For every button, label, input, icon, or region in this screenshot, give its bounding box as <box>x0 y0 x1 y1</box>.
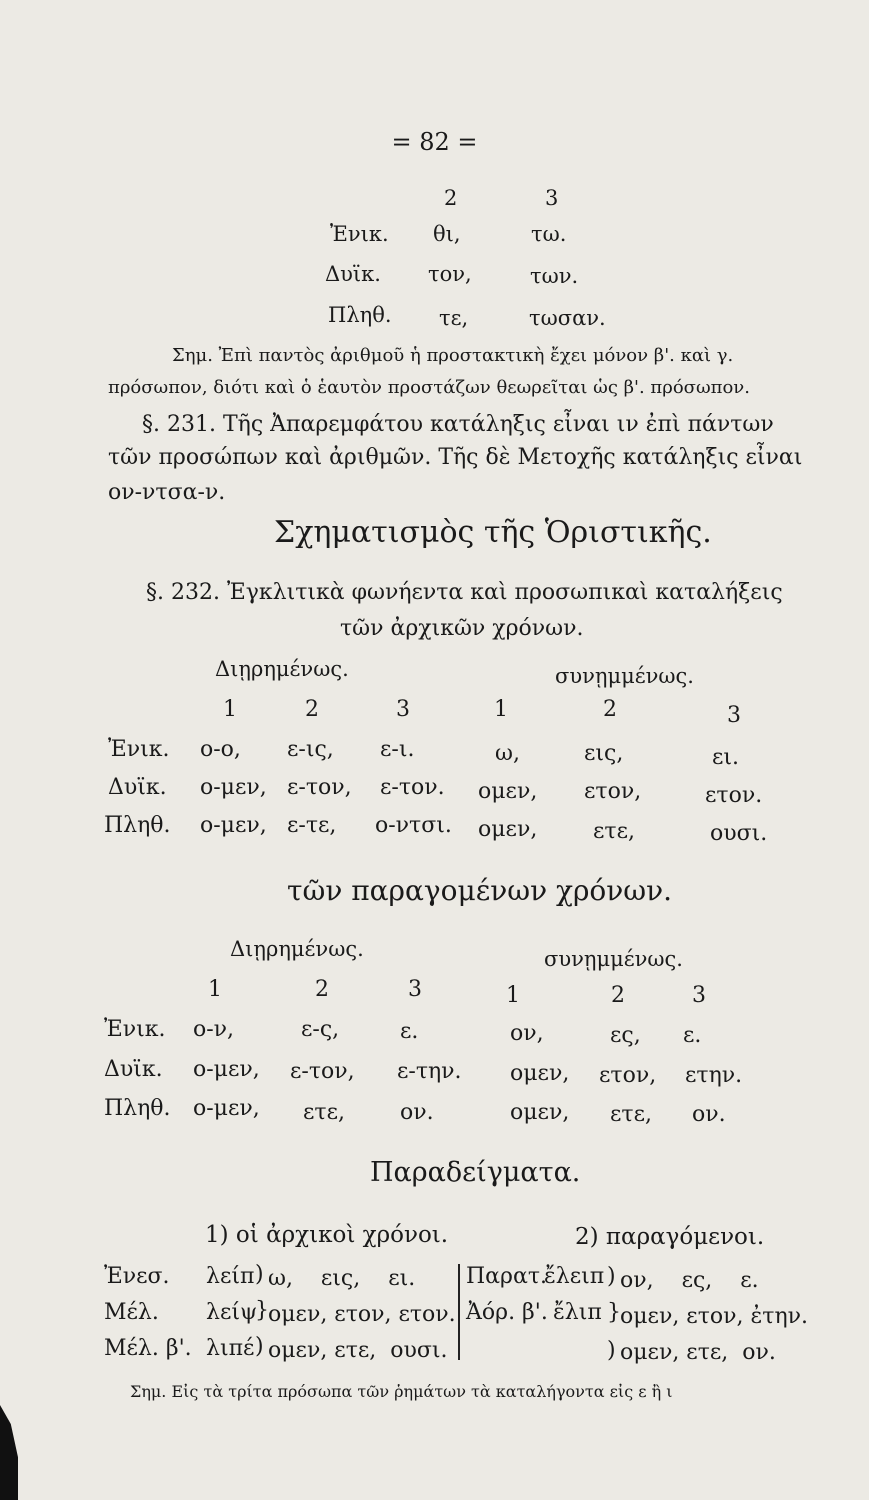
heading-examples: Παραδείγματα. <box>370 1157 581 1188</box>
brace-mark: ) <box>607 1338 616 1363</box>
ending-cell: ετον, <box>584 779 642 804</box>
label-separate: Διῃρημένως. <box>230 937 364 961</box>
imperative-cell: θι, <box>433 222 461 246</box>
ending-cell: ες, <box>610 1023 641 1048</box>
heading-derived: τῶν παραγομένων χρόνων. <box>287 874 673 907</box>
person-num: 2 <box>603 697 617 722</box>
note-line: πρόσωπον, διότι καὶ ὁ ἑαυτὸν προστάζων θεωρεῖται ὡς β'. πρόσωπον. <box>108 377 750 398</box>
ending-cell: ετον, <box>599 1063 657 1088</box>
ending-cell: ον. <box>692 1102 726 1127</box>
ending-cell: ε-τον. <box>380 775 445 800</box>
row-label-singular: Ἐνικ. <box>330 222 389 246</box>
scan-edge-shadow <box>0 1405 18 1500</box>
label-separate: Διῃρημένως. <box>215 657 349 681</box>
label-joined: συνῃμμένως. <box>555 664 694 688</box>
ending-cell: ομεν, <box>478 817 538 842</box>
person-num: 2 <box>611 983 625 1008</box>
person-num: 2 <box>305 697 319 722</box>
section-232-line: τῶν ἀρχικῶν χρόνων. <box>340 616 584 641</box>
person-num: 3 <box>692 983 706 1008</box>
row-label: Δυϊκ. <box>108 775 167 800</box>
ending-cell: ετην. <box>685 1063 743 1088</box>
heading-indicative: Σχηματισμὸς τῆς Ὁριστικῆς. <box>274 515 712 550</box>
footnote: Σημ. Εἰς τὰ τρίτα πρόσωπα τῶν ῥημάτων τὰ καταλήγοντα εἰς ε ἢ ι <box>130 1382 673 1401</box>
section-231-line: §. 231. Τῆς Ἀπαρεμφάτου κατάληξις εἶναι ιν ἐπὶ πάντων <box>142 412 774 437</box>
ending-cell: ο-μεν, <box>200 775 267 800</box>
ending-cell: ετε, <box>610 1102 652 1127</box>
imperative-cell: τωσαν. <box>529 306 606 330</box>
ending-cell: ον, <box>510 1021 544 1046</box>
row-label: Πληθ. <box>104 813 171 838</box>
imperative-cell: τε, <box>439 306 469 330</box>
ending-cell: εις, <box>584 741 624 766</box>
brace-mark: } <box>607 1300 621 1325</box>
imperative-cell: τον, <box>428 262 472 286</box>
person-num: 3 <box>396 697 410 722</box>
row-label-plural: Πληθ. <box>328 303 392 327</box>
ending-cell: ο-μεν, <box>200 813 267 838</box>
ending-cell: ε-τον, <box>287 775 352 800</box>
brace-mark: ) <box>255 1334 264 1359</box>
example-endings: ω, εις, ει. <box>268 1266 416 1291</box>
ending-cell: ομεν, <box>510 1061 570 1086</box>
imperative-cell: των. <box>530 264 579 288</box>
example-endings: ομεν, ετε, ουσι. <box>268 1338 448 1363</box>
examples-right-title: 2) παραγόμενοι. <box>575 1224 765 1250</box>
ending-cell: ε-τε, <box>287 813 337 838</box>
ending-cell: ετε, <box>303 1100 345 1125</box>
ending-cell: ε-τον, <box>290 1059 355 1084</box>
ending-cell: ομεν, <box>510 1100 570 1125</box>
brace-mark: } <box>255 1298 269 1323</box>
row-label: Ἐνικ. <box>108 737 170 762</box>
column-divider <box>458 1264 460 1360</box>
person-num: 3 <box>408 977 422 1002</box>
person-num: 1 <box>208 977 222 1002</box>
example-tense: Μέλ. β'. <box>104 1336 192 1361</box>
section-231-line: τῶν προσώπων καὶ ἀριθμῶν. Τῆς δὲ Μετοχῆς κατάληξις εἶναι <box>108 445 803 470</box>
ending-cell: ουσι. <box>710 821 768 846</box>
ending-cell: ο-ν, <box>193 1017 235 1042</box>
ending-cell: ετον. <box>705 783 763 808</box>
ending-cell: ομεν, <box>478 779 538 804</box>
ending-cell: ον. <box>400 1100 434 1125</box>
imperative-cell: τω. <box>531 222 567 246</box>
brace-mark: ) <box>607 1264 616 1289</box>
example-tense: Ἀόρ. β'. <box>466 1300 548 1325</box>
example-stem: λείπ <box>206 1264 255 1289</box>
ending-cell: ε-ς, <box>301 1017 340 1042</box>
example-tense: Ἐνεσ. <box>104 1264 170 1289</box>
example-stem: ἔλιπ <box>553 1300 602 1325</box>
example-endings: ομεν, ετε, ον. <box>620 1340 776 1365</box>
ending-cell: ε-ις, <box>287 737 334 762</box>
example-endings: ον, ες, ε. <box>620 1268 759 1293</box>
ending-cell: ω, <box>495 741 520 766</box>
row-label: Ἐνικ. <box>104 1017 166 1042</box>
ending-cell: ο-μεν, <box>193 1057 260 1082</box>
person-num: 1 <box>223 697 237 722</box>
person-num: 3 <box>727 703 741 728</box>
col-head-3: 3 <box>545 186 559 210</box>
ending-cell: ε. <box>400 1019 419 1044</box>
col-head-2: 2 <box>444 186 458 210</box>
section-232-line: §. 232. Ἐγκλιτικὰ φωνήεντα καὶ προσωπικαὶ καταλήξεις <box>146 580 783 605</box>
row-label: Δυϊκ. <box>104 1057 163 1082</box>
ending-cell: ε. <box>683 1023 702 1048</box>
row-label-dual: Δυϊκ. <box>325 262 381 286</box>
example-endings: ομεν, ετον, ετον. <box>268 1302 456 1327</box>
ending-cell: ο-μεν, <box>193 1096 260 1121</box>
ending-cell: ε-την. <box>397 1059 462 1084</box>
section-231-line: ον-ντσα-ν. <box>108 480 226 505</box>
note-line: Σημ. Ἐπὶ παντὸς ἀριθμοῦ ἡ προστακτικὴ ἔχει μόνον β'. καὶ γ. <box>172 345 734 366</box>
ending-cell: ο-ντσι. <box>375 813 452 838</box>
page-number: = 82 = <box>391 128 478 156</box>
example-tense: Μέλ. <box>104 1300 159 1325</box>
person-num: 1 <box>494 697 508 722</box>
example-stem: λιπέ <box>206 1336 255 1361</box>
example-stem: λείψ <box>206 1300 258 1325</box>
example-stem: ἔλειπ <box>544 1264 605 1289</box>
ending-cell: ο-ο, <box>200 737 241 762</box>
example-tense: Παρατ. <box>466 1264 547 1289</box>
row-label: Πληθ. <box>104 1096 171 1121</box>
person-num: 2 <box>315 977 329 1002</box>
ending-cell: ε-ι. <box>380 737 415 762</box>
brace-mark: ) <box>255 1262 264 1287</box>
person-num: 1 <box>506 983 520 1008</box>
ending-cell: ετε, <box>593 819 635 844</box>
ending-cell: ει. <box>712 745 740 770</box>
example-endings: ομεν, ετον, ἐτην. <box>620 1304 808 1329</box>
examples-left-title: 1) οἱ ἀρχικοὶ χρόνοι. <box>205 1222 449 1248</box>
label-joined: συνῃμμένως. <box>544 947 683 971</box>
